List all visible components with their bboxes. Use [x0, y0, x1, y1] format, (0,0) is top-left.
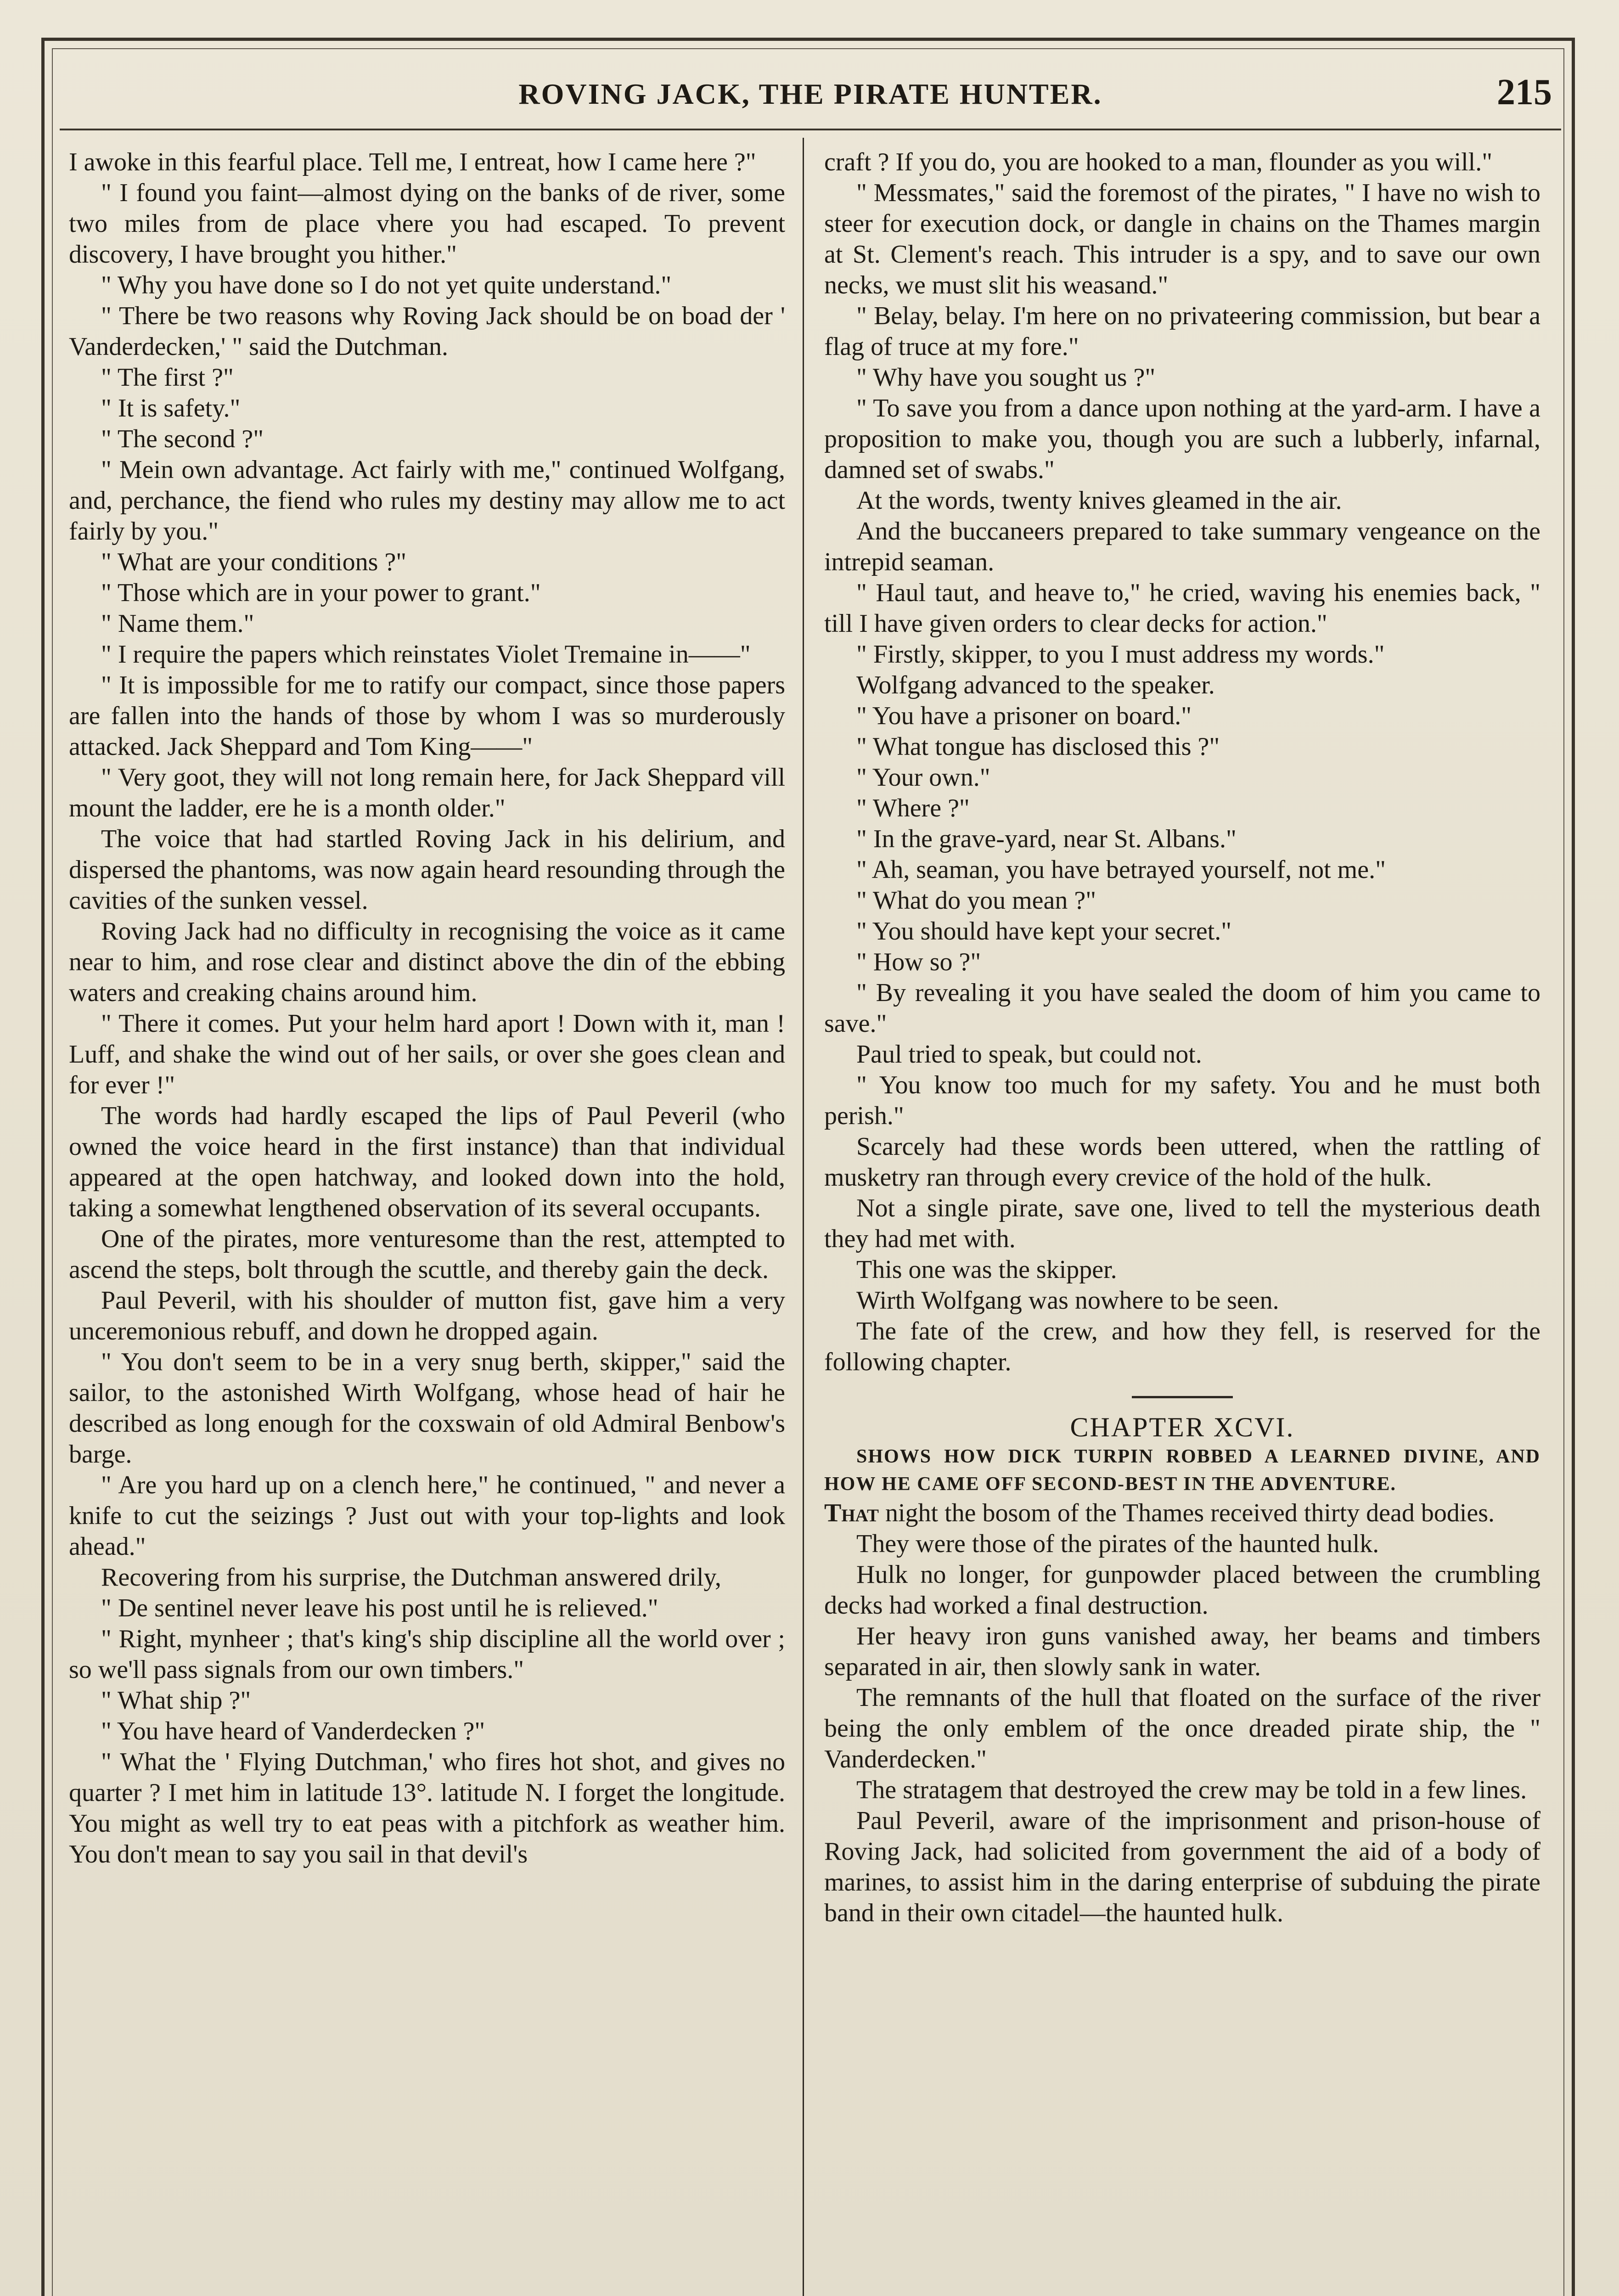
paragraph: " In the grave-yard, near St. Albans." [856, 825, 1237, 853]
left-column [69, 147, 785, 2296]
paragraph: The words had hardly escaped the lips of Paul Peveril (who owned the voice heard in the first instance) than that individual appeared at the open hatchway, and looked down into the hold, taking a somewhat lengthened observation of its several occupants. [69, 1102, 785, 1222]
paragraph: They were those of the pirates of the haunted hulk. [856, 1530, 1379, 1558]
paragraph: " You have a prisoner on board." [856, 702, 1192, 730]
running-header [60, 64, 1561, 130]
paragraph: I awoke in this fearful place. Tell me, I entreat, how I came here ?" [69, 148, 756, 176]
paragraph: " What the ' Flying Dutchman,' who fires hot shot, and gives no quarter ? I met him in latitude 13°. latitude N. I forget the longitude. You might as well try to eat peas with a pitchfork as weather him. You don't mean to say you sail in that devil's [69, 1748, 785, 1868]
paragraph: " There be two reasons why Roving Jack should be on boad der ' Vanderdecken,' " said the Dutchman. [69, 302, 785, 361]
paragraph: craft ? If you do, you are hooked to a man, flounder as you will." [824, 148, 1493, 176]
paragraph: " Belay, belay. I'm here on no privateering commission, but bear a flag of truce at my fore." [824, 302, 1540, 361]
paragraph: Paul tried to speak, but could not. [856, 1040, 1202, 1069]
paragraph: " You should have kept your secret." [856, 917, 1232, 945]
paragraph: " Haul taut, and heave to," he cried, waving his enemies back, " till I have given orders to clear decks for action." [824, 579, 1540, 638]
chapter-opening-paragraph [824, 1498, 1540, 1529]
paragraph: The remnants of the hull that floated on the surface of the river being the only emblem of the once dreaded pirate ship, the " Vanderdecken." [824, 1683, 1540, 1773]
paragraph: Not a single pirate, save one, lived to tell the mysterious death they had met with. [824, 1194, 1540, 1253]
paragraph: " What ship ?" [101, 1686, 251, 1715]
paragraph: " Why you have done so I do not yet quite understand." [101, 271, 672, 299]
paragraph: " I require the papers which reinstates Violet Tremaine in——" [101, 640, 751, 669]
running-title: ROVING JACK, THE PIRATE HUNTER. [518, 78, 1102, 110]
paragraph: Paul Peveril, aware of the imprisonment and prison-house of Roving Jack, had solicited from government the aid of a body of marines, to assist him in the daring enterprise of subduing the pirate band in their own citadel—the haunted hulk. [824, 1806, 1540, 1927]
paragraph: And the buccaneers prepared to take summary vengeance on the intrepid seaman. [824, 517, 1540, 576]
paragraph: " Name them." [101, 609, 254, 638]
paragraph: " There it comes. Put your helm hard aport ! Down with it, man ! Luff, and shake the wind out of her sails, or over she goes clean and for ever !" [69, 1009, 785, 1099]
paragraph: " Mein own advantage. Act fairly with me," continued Wolfgang, and, perchance, the fiend who rules my destiny may allow me to act fairly by you." [69, 456, 785, 546]
paragraph: " De sentinel never leave his post until he is relieved." [101, 1594, 658, 1622]
paragraph: Her heavy iron guns vanished away, her beams and timbers separated in air, then slowly sank in water. [824, 1622, 1540, 1681]
paragraph: " It is impossible for me to ratify our compact, since those papers are fallen into the hands of those by whom I was so murderously attacked. Jack Sheppard and Tom King——" [69, 671, 785, 761]
paragraph: " Firstly, skipper, to you I must address my words." [856, 640, 1385, 669]
paragraph: One of the pirates, more venturesome than the rest, attempted to ascend the steps, bolt through the scuttle, and thereby gain the deck. [69, 1225, 785, 1284]
paragraph: " Where ?" [856, 794, 970, 822]
paragraph: " What are your conditions ?" [101, 548, 407, 576]
chapter-opening-text: night the bosom of the Thames received thirty dead bodies. [885, 1499, 1495, 1527]
paragraph: " Are you hard up on a clench here," he continued, " and never a knife to cut the seizings ? Just out with your top-lights and look ahead." [69, 1471, 785, 1561]
page-number: 215 [1497, 72, 1552, 113]
paragraph: Recovering from his surprise, the Dutchman answered drily, [101, 1563, 721, 1592]
paragraph: Hulk no longer, for gunpowder placed between the crumbling decks had worked a final destruction. [824, 1560, 1540, 1620]
paragraph: " The second ?" [101, 425, 264, 453]
paragraph: " Messmates," said the foremost of the pirates, " I have no wish to steer for execution dock, or dangle in chains on the Thames margin at St. Clement's reach. This intruder is a spy, and to save our own necks, we must slit his weasand." [824, 179, 1540, 299]
paragraph: Roving Jack had no difficulty in recognising the voice as it came near to him, and rose clear and distinct above the din of the ebbing waters and creaking chains around him. [69, 917, 785, 1007]
chapter-heading: CHAPTER XCVI. [1070, 1412, 1295, 1442]
paragraph: " You know too much for my safety. You and he must both perish." [824, 1071, 1540, 1130]
paragraph: Wirth Wolfgang was nowhere to be seen. [856, 1286, 1279, 1315]
paragraph: " The first ?" [101, 363, 234, 392]
paragraph: Paul Peveril, with his shoulder of mutton fist, gave him a very unceremonious rebuff, and down he dropped again. [69, 1286, 785, 1345]
paragraph: The fate of the crew, and how they fell, is reserved for the following chapter. [824, 1317, 1540, 1376]
paragraph: " Those which are in your power to grant." [101, 579, 541, 607]
paragraph: The stratagem that destroyed the crew may be told in a few lines. [856, 1776, 1527, 1804]
paragraph: " You don't seem to be in a very snug berth, skipper," said the sailor, to the astonished Wirth Wolfgang, whose head of hair he described as long enough for the coxswain of old Admiral Benbow's barge. [69, 1348, 785, 1469]
paragraph: " By revealing it you have sealed the doom of him you came to save." [824, 979, 1540, 1038]
chapter-summary: SHOWS HOW DICK TURPIN ROBBED A LEARNED DIVINE, AND HOW HE CAME OFF SECOND-BEST IN THE ADVENTURE. [824, 1446, 1540, 1495]
paragraph: " What tongue has disclosed this ?" [856, 732, 1220, 761]
paragraph: " Very goot, they will not long remain here, for Jack Sheppard vill mount the ladder, ere he is a month older." [69, 763, 785, 822]
paragraph: At the words, twenty knives gleamed in the air. [856, 486, 1342, 515]
paragraph: Scarcely had these words been uttered, when the rattling of musketry ran through every crevice of the hold of the hulk. [824, 1132, 1540, 1192]
right-column [824, 147, 1540, 2296]
paragraph: " What do you mean ?" [856, 886, 1096, 915]
paragraph: " Right, mynheer ; that's king's ship discipline all the world over ; so we'll pass signals from our own timbers." [69, 1625, 785, 1684]
paragraph: The voice that had startled Roving Jack in his delirium, and dispersed the phantoms, was now again heard resounding through the cavities of the sunken vessel. [69, 825, 785, 915]
chapter-opening-word: That [824, 1499, 879, 1527]
paragraph: " To save you from a dance upon nothing at the yard-arm. I have a proposition to make you, though you are such a lubberly, infarnal, damned set of swabs." [824, 394, 1540, 484]
right-column-text-before-chapter [824, 147, 1540, 1378]
right-column-text-after-chapter [824, 1529, 1540, 1929]
paragraph: Wolfgang advanced to the speaker. [856, 671, 1215, 699]
paragraph: " It is safety." [101, 394, 241, 422]
paragraph: " How so ?" [856, 948, 981, 976]
paragraph: This one was the skipper. [856, 1255, 1117, 1284]
section-rule [1132, 1396, 1233, 1398]
paragraph: " You have heard of Vanderdecken ?" [101, 1717, 485, 1745]
paragraph: " I found you faint—almost dying on the banks of de river, some two miles from de place vhere you had escaped. To prevent discovery, I have brought you hither." [69, 179, 785, 269]
column-divider [803, 138, 804, 2296]
paragraph: " Your own." [856, 763, 990, 792]
paragraph: " Ah, seaman, you have betrayed yourself, not me." [856, 855, 1386, 884]
paragraph: " Why have you sought us ?" [856, 363, 1156, 392]
